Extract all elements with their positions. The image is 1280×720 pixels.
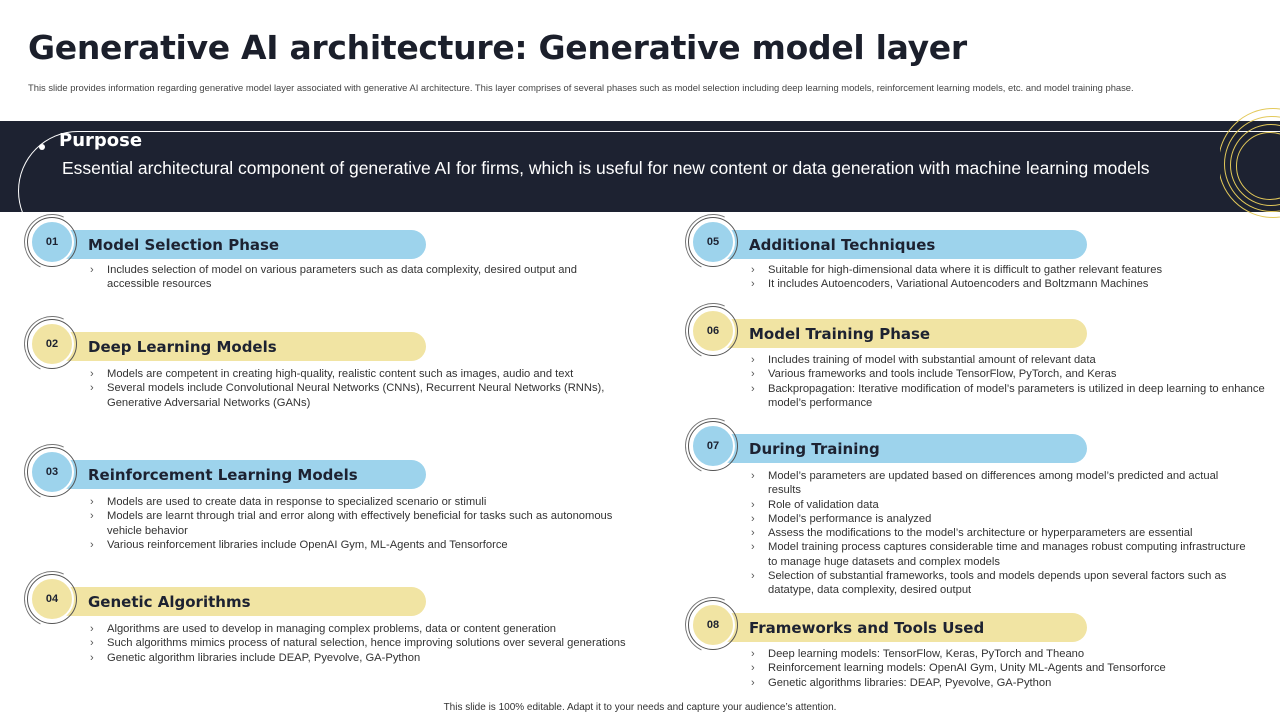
bullet-item: › Selection of substantial frameworks, tools and models depends upon several factors such as datatype, data complexity, desired output: [751, 569, 1251, 598]
section-bullets: [90, 263, 630, 292]
bullet-item: › Various frameworks and tools include TensorFlow, PyTorch, and Keras: [751, 367, 1278, 381]
section-number-badge: 08: [691, 603, 735, 647]
bullet-item: › Backpropagation: Iterative modification of model’s parameters is utilized in deep learning to enhance model’s performance: [751, 382, 1278, 411]
section-bullets: [751, 353, 1278, 410]
bullet-item: › Models are used to create data in response to specialized scenario or stimuli: [90, 495, 630, 509]
banner-dot-decoration: [39, 144, 45, 150]
footer-note: This slide is 100% editable. Adapt it to your needs and capture your audience’s attention.: [443, 702, 837, 713]
purpose-title: Purpose: [59, 130, 143, 151]
section-title: Deep Learning Models: [88, 338, 277, 356]
section-title: Reinforcement Learning Models: [88, 466, 358, 484]
bullet-item: › It includes Autoencoders, Variational Autoencoders and Boltzmann Machines: [751, 277, 1271, 291]
section-number-badge: 04: [30, 577, 74, 621]
bullet-item: › Role of validation data: [751, 498, 1251, 512]
purpose-banner: [0, 121, 1280, 212]
section-bullets: [90, 367, 650, 410]
section-title: Frameworks and Tools Used: [749, 619, 985, 637]
section-title: Additional Techniques: [749, 236, 936, 254]
bullet-item: › Model training process captures considerable time and manages robust computing infrastructure to manage huge datasets and complex models: [751, 540, 1251, 569]
bullet-item: › Various reinforcement libraries include OpenAI Gym, ML-Agents and Tensorforce: [90, 538, 630, 552]
section-bullets: [751, 263, 1271, 292]
section-bullets: [90, 495, 630, 552]
section-number-badge: 03: [30, 450, 74, 494]
section-title: Model Selection Phase: [88, 236, 280, 254]
bullet-item: › Several models include Convolutional Neural Networks (CNNs), Recurrent Neural Networks (RNNs), Generative Adversarial Networks (GANs): [90, 381, 650, 410]
section-number-badge: 07: [691, 424, 735, 468]
bullet-item: › Models are competent in creating high-quality, realistic content such as images, audio and text: [90, 367, 650, 381]
section-bullets: [751, 469, 1251, 598]
bullet-item: › Model’s parameters are updated based on differences among model’s predicted and actual results: [751, 469, 1251, 498]
bullet-item: › Reinforcement learning models: OpenAI Gym, Unity ML-Agents and Tensorforce: [751, 661, 1271, 675]
section-bullets: [751, 647, 1271, 690]
bullet-item: › Model’s performance is analyzed: [751, 512, 1251, 526]
bullet-item: › Deep learning models: TensorFlow, Keras, PyTorch and Theano: [751, 647, 1271, 661]
bullet-item: › Genetic algorithm libraries include DEAP, Pyevolve, GA-Python: [90, 651, 630, 665]
page-title: Generative AI architecture: Generative model layer: [28, 28, 967, 67]
section-number-badge: 02: [30, 322, 74, 366]
section-number-badge: 06: [691, 309, 735, 353]
bullet-item: › Includes training of model with substantial amount of relevant data: [751, 353, 1278, 367]
section-bullets: [90, 622, 630, 665]
section-title: During Training: [749, 440, 880, 458]
rings-decoration: [1220, 108, 1280, 218]
bullet-item: › Suitable for high-dimensional data where it is difficult to gather relevant features: [751, 263, 1271, 277]
bullet-item: › Algorithms are used to develop in managing complex problems, data or content generation: [90, 622, 630, 636]
section-title: Genetic Algorithms: [88, 593, 251, 611]
bullet-item: › Models are learnt through trial and error along with effectively beneficial for tasks such as autonomous vehicle behavior: [90, 509, 630, 538]
bullet-item: › Includes selection of model on various parameters such as data complexity, desired output and accessible resources: [90, 263, 630, 292]
bullet-item: › Genetic algorithms libraries: DEAP, Pyevolve, GA-Python: [751, 676, 1271, 690]
section-title: Model Training Phase: [749, 325, 931, 343]
bullet-item: › Assess the modifications to the model’s architecture or hyperparameters are essential: [751, 526, 1251, 540]
section-number-badge: 05: [691, 220, 735, 264]
page-subtitle: This slide provides information regarding generative model layer associated with generative AI architecture. This layer comprises of several phases such as model selection including deep learning models, reinforcement learning models, etc. and model training phase.: [28, 82, 1134, 93]
purpose-text: Essential architectural component of generative AI for firms, which is useful for new content or data generation with machine learning models: [62, 158, 1150, 178]
bullet-item: › Such algorithms mimics process of natural selection, hence improving solutions over several generations: [90, 636, 630, 650]
section-number-badge: 01: [30, 220, 74, 264]
